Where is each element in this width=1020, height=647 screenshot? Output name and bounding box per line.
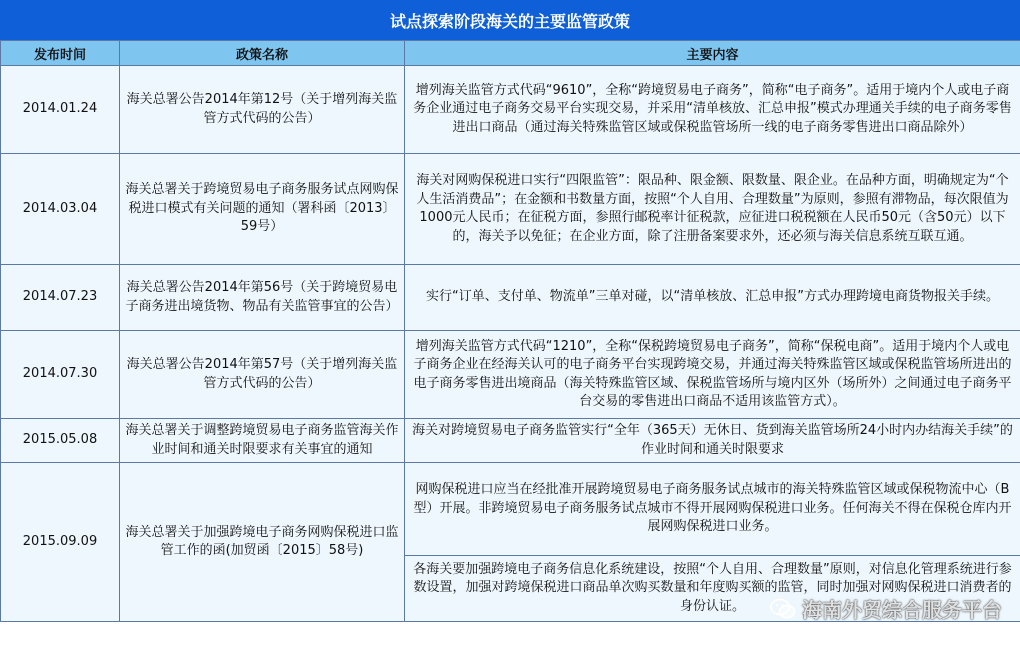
cell-name: 海关总署关于跨境贸易电子商务服务试点网购保税进口模式有关问题的通知（署科函〔2013〕59号） <box>120 154 405 265</box>
table-row <box>1 66 1020 154</box>
cell-date: 2014.01.24 <box>1 66 120 154</box>
table-title: 试点探索阶段海关的主要监管政策 <box>0 0 1020 40</box>
cell-content: 海关对跨境贸易电子商务监管实行“全年（365天）无休日、货到海关监管场所24小时内办结海关手续”的作业时间和通关时限要求 <box>405 419 1020 463</box>
cell-content: 实行“订单、支付单、物流单”三单对碰，以“清单核放、汇总申报”方式办理跨境电商货物报关手续。 <box>405 265 1020 331</box>
table-row <box>1 463 1020 556</box>
cell-content: 各海关要加强跨境电子商务信息化系统建设，按照“个人自用、合理数量”原则，对信息化管理系统进行参数设置，加强对跨境保税进口商品单次购买数量和年度购买额的监管，同时加强对网购保税进口消费者的身份认证。 <box>405 556 1020 622</box>
cell-name: 海关总署公告2014年第56号（关于跨境贸易电子商务进出境货物、物品有关监管事宜的公告） <box>120 265 405 331</box>
table-row <box>1 331 1020 419</box>
header-content: 主要内容 <box>405 41 1020 66</box>
cell-date: 2015.09.09 <box>1 463 120 622</box>
table-header-row <box>1 41 1020 66</box>
watermark-text: 海南外贸综合服务平台 <box>802 598 1002 622</box>
cell-date: 2014.03.04 <box>1 154 120 265</box>
cell-name: 海关总署公告2014年第57号（关于增列海关监管方式代码的公告） <box>120 331 405 419</box>
cell-content: 网购保税进口应当在经批准开展跨境贸易电子商务服务试点城市的海关特殊监管区域或保税物流中心（B型）开展。非跨境贸易电子商务服务试点城市不得开展网购保税进口业务。任何海关不得在保税仓库内开展网购保税进口业务。 <box>405 463 1020 556</box>
header-name: 政策名称 <box>120 41 405 66</box>
cell-date: 2015.05.08 <box>1 419 120 463</box>
policy-table <box>0 40 1020 622</box>
cell-content: 增列海关监管方式代码“9610”，全称“跨境贸易电子商务”，简称“电子商务”。适用于境内个人或电子商务企业通过电子商务交易平台实现交易，并采用“清单核放、汇总申报”模式办理通关手续的电子商务零售进出口商品（通过海关特殊监管区域或保税监管场所一线的电子商务零售进出口商品除外） <box>405 66 1020 154</box>
cell-date: 2014.07.30 <box>1 331 120 419</box>
cell-content: 增列海关监管方式代码“1210”，全称“保税跨境贸易电子商务”，简称“保税电商”。适用于境内个人或电子商务企业在经海关认可的电子商务平台实现跨境交易，并通过海关特殊监管区域或保税监管场所进出的电子商务零售进出境商品（海关特殊监管区域、保税监管场所与境内区外（场所外）之间通过电子商务平台交易的零售进出口商品不适用该监管方式）。 <box>405 331 1020 419</box>
header-date: 发布时间 <box>1 41 120 66</box>
cell-date: 2014.07.23 <box>1 265 120 331</box>
cell-name: 海关总署公告2014年第12号（关于增列海关监管方式代码的公告） <box>120 66 405 154</box>
cell-name: 海关总署关于加强跨境电子商务网购保税进口监管工作的函(加贸函〔2015〕58号) <box>120 463 405 622</box>
cell-content: 海关对网购保税进口实行“四限监管”：限品种、限金额、限数量、限企业。在品种方面，明确规定为“个人生活消费品”；在金额和书数量方面，按照“个人自用、合理数量”为原则，参照有滞物品，每次限值为1000元人民币；在征税方面，参照行邮税率计征税款，应征进口税税额在人民币50元（含50元）以下的，海关予以免征；在企业方面，除了注册备案要求外，还必须与海关信息系统互联互通。 <box>405 154 1020 265</box>
cell-name: 海关总署关于调整跨境贸易电子商务监管海关作业时间和通关时限要求有关事宜的通知 <box>120 419 405 463</box>
table-row <box>1 265 1020 331</box>
table-row <box>1 154 1020 265</box>
table-row <box>1 419 1020 463</box>
